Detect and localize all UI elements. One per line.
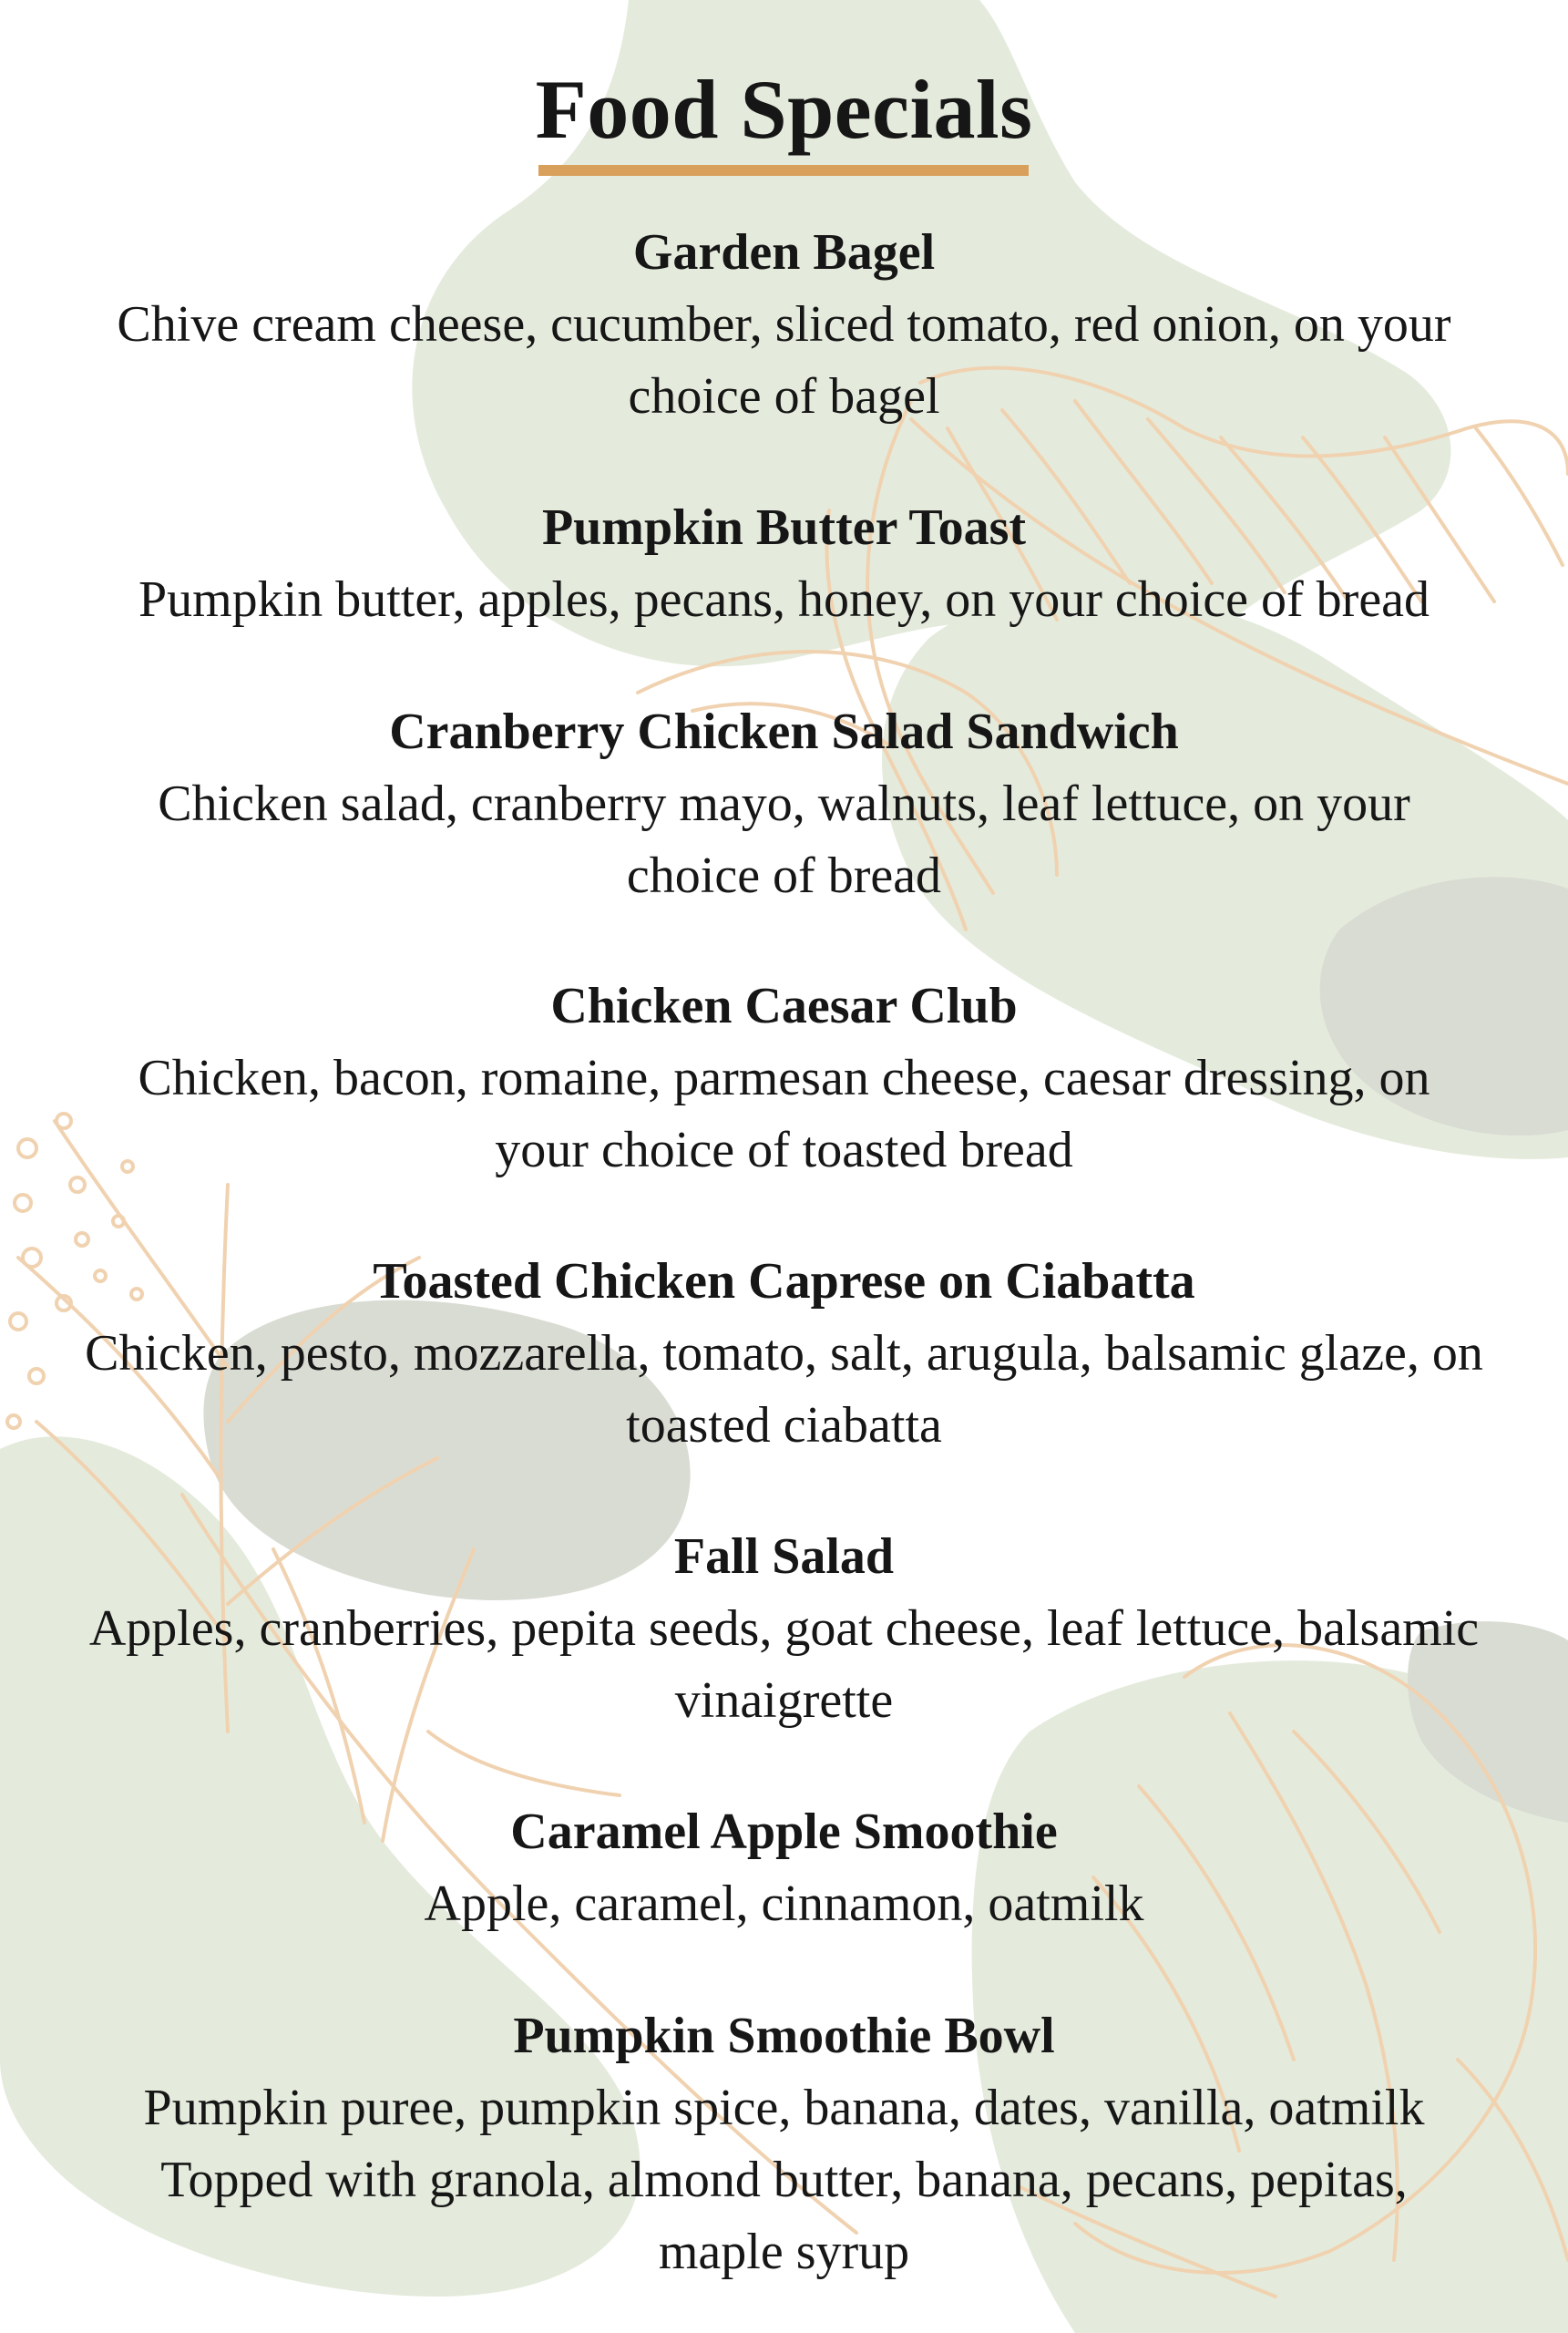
item-description-line: Chicken, bacon, romaine, parmesan cheese, caesar dressing, on bbox=[138, 1050, 1430, 1106]
item-name: Caramel Apple Smoothie bbox=[510, 1804, 1058, 1860]
item-description-line: choice of bagel bbox=[628, 368, 940, 425]
item-description-line: Chive cream cheese, cucumber, sliced tomato, red onion, on your bbox=[117, 296, 1451, 353]
menu-title: Food Specials bbox=[535, 63, 1033, 156]
item-description-line: Pumpkin butter, apples, pecans, honey, on your choice of bread bbox=[138, 571, 1430, 628]
item-description-line: vinaigrette bbox=[674, 1672, 894, 1729]
item-description-line: toasted ciabatta bbox=[626, 1397, 942, 1454]
menu-item-pumpkin-butter-toast bbox=[18, 491, 1550, 636]
menu-item-cranberry-chicken-salad-sandwich bbox=[18, 695, 1550, 912]
menu-item-toasted-chicken-caprese bbox=[18, 1245, 1550, 1462]
item-description-line: Topped with granola, almond butter, banana, pecans, pepitas, bbox=[160, 2152, 1408, 2208]
item-name: Chicken Caesar Club bbox=[550, 978, 1018, 1034]
item-name: Garden Bagel bbox=[632, 224, 936, 281]
menu-item-caramel-apple-smoothie bbox=[18, 1795, 1550, 1940]
item-description-line: Apples, cranberries, pepita seeds, goat cheese, leaf lettuce, balsamic bbox=[88, 1600, 1480, 1657]
menu-item-pumpkin-smoothie-bowl bbox=[18, 1999, 1550, 2288]
item-name: Pumpkin Smoothie Bowl bbox=[513, 2008, 1055, 2064]
item-description-line: maple syrup bbox=[658, 2224, 910, 2280]
menu-item-garden-bagel bbox=[18, 216, 1550, 433]
title-underline bbox=[538, 165, 1029, 176]
item-description-line: Chicken, pesto, mozzarella, tomato, salt, arugula, balsamic glaze, on bbox=[85, 1325, 1483, 1382]
menu-item-chicken-caesar-club bbox=[18, 970, 1550, 1187]
item-name: Cranberry Chicken Salad Sandwich bbox=[389, 704, 1179, 760]
item-name: Pumpkin Butter Toast bbox=[541, 499, 1027, 556]
item-description-line: Apple, caramel, cinnamon, oatmilk bbox=[424, 1876, 1144, 1932]
item-description-line: Chicken salad, cranberry mayo, walnuts, leaf lettuce, on your bbox=[158, 776, 1410, 832]
item-name: Toasted Chicken Caprese on Ciabatta bbox=[373, 1253, 1195, 1310]
item-description-line: choice of bread bbox=[626, 848, 942, 904]
item-name: Fall Salad bbox=[673, 1528, 895, 1585]
item-description-line: your choice of toasted bread bbox=[495, 1122, 1073, 1178]
item-description-line: Pumpkin puree, pumpkin spice, banana, dates, vanilla, oatmilk bbox=[143, 2080, 1425, 2136]
menu-item-fall-salad bbox=[18, 1520, 1550, 1737]
